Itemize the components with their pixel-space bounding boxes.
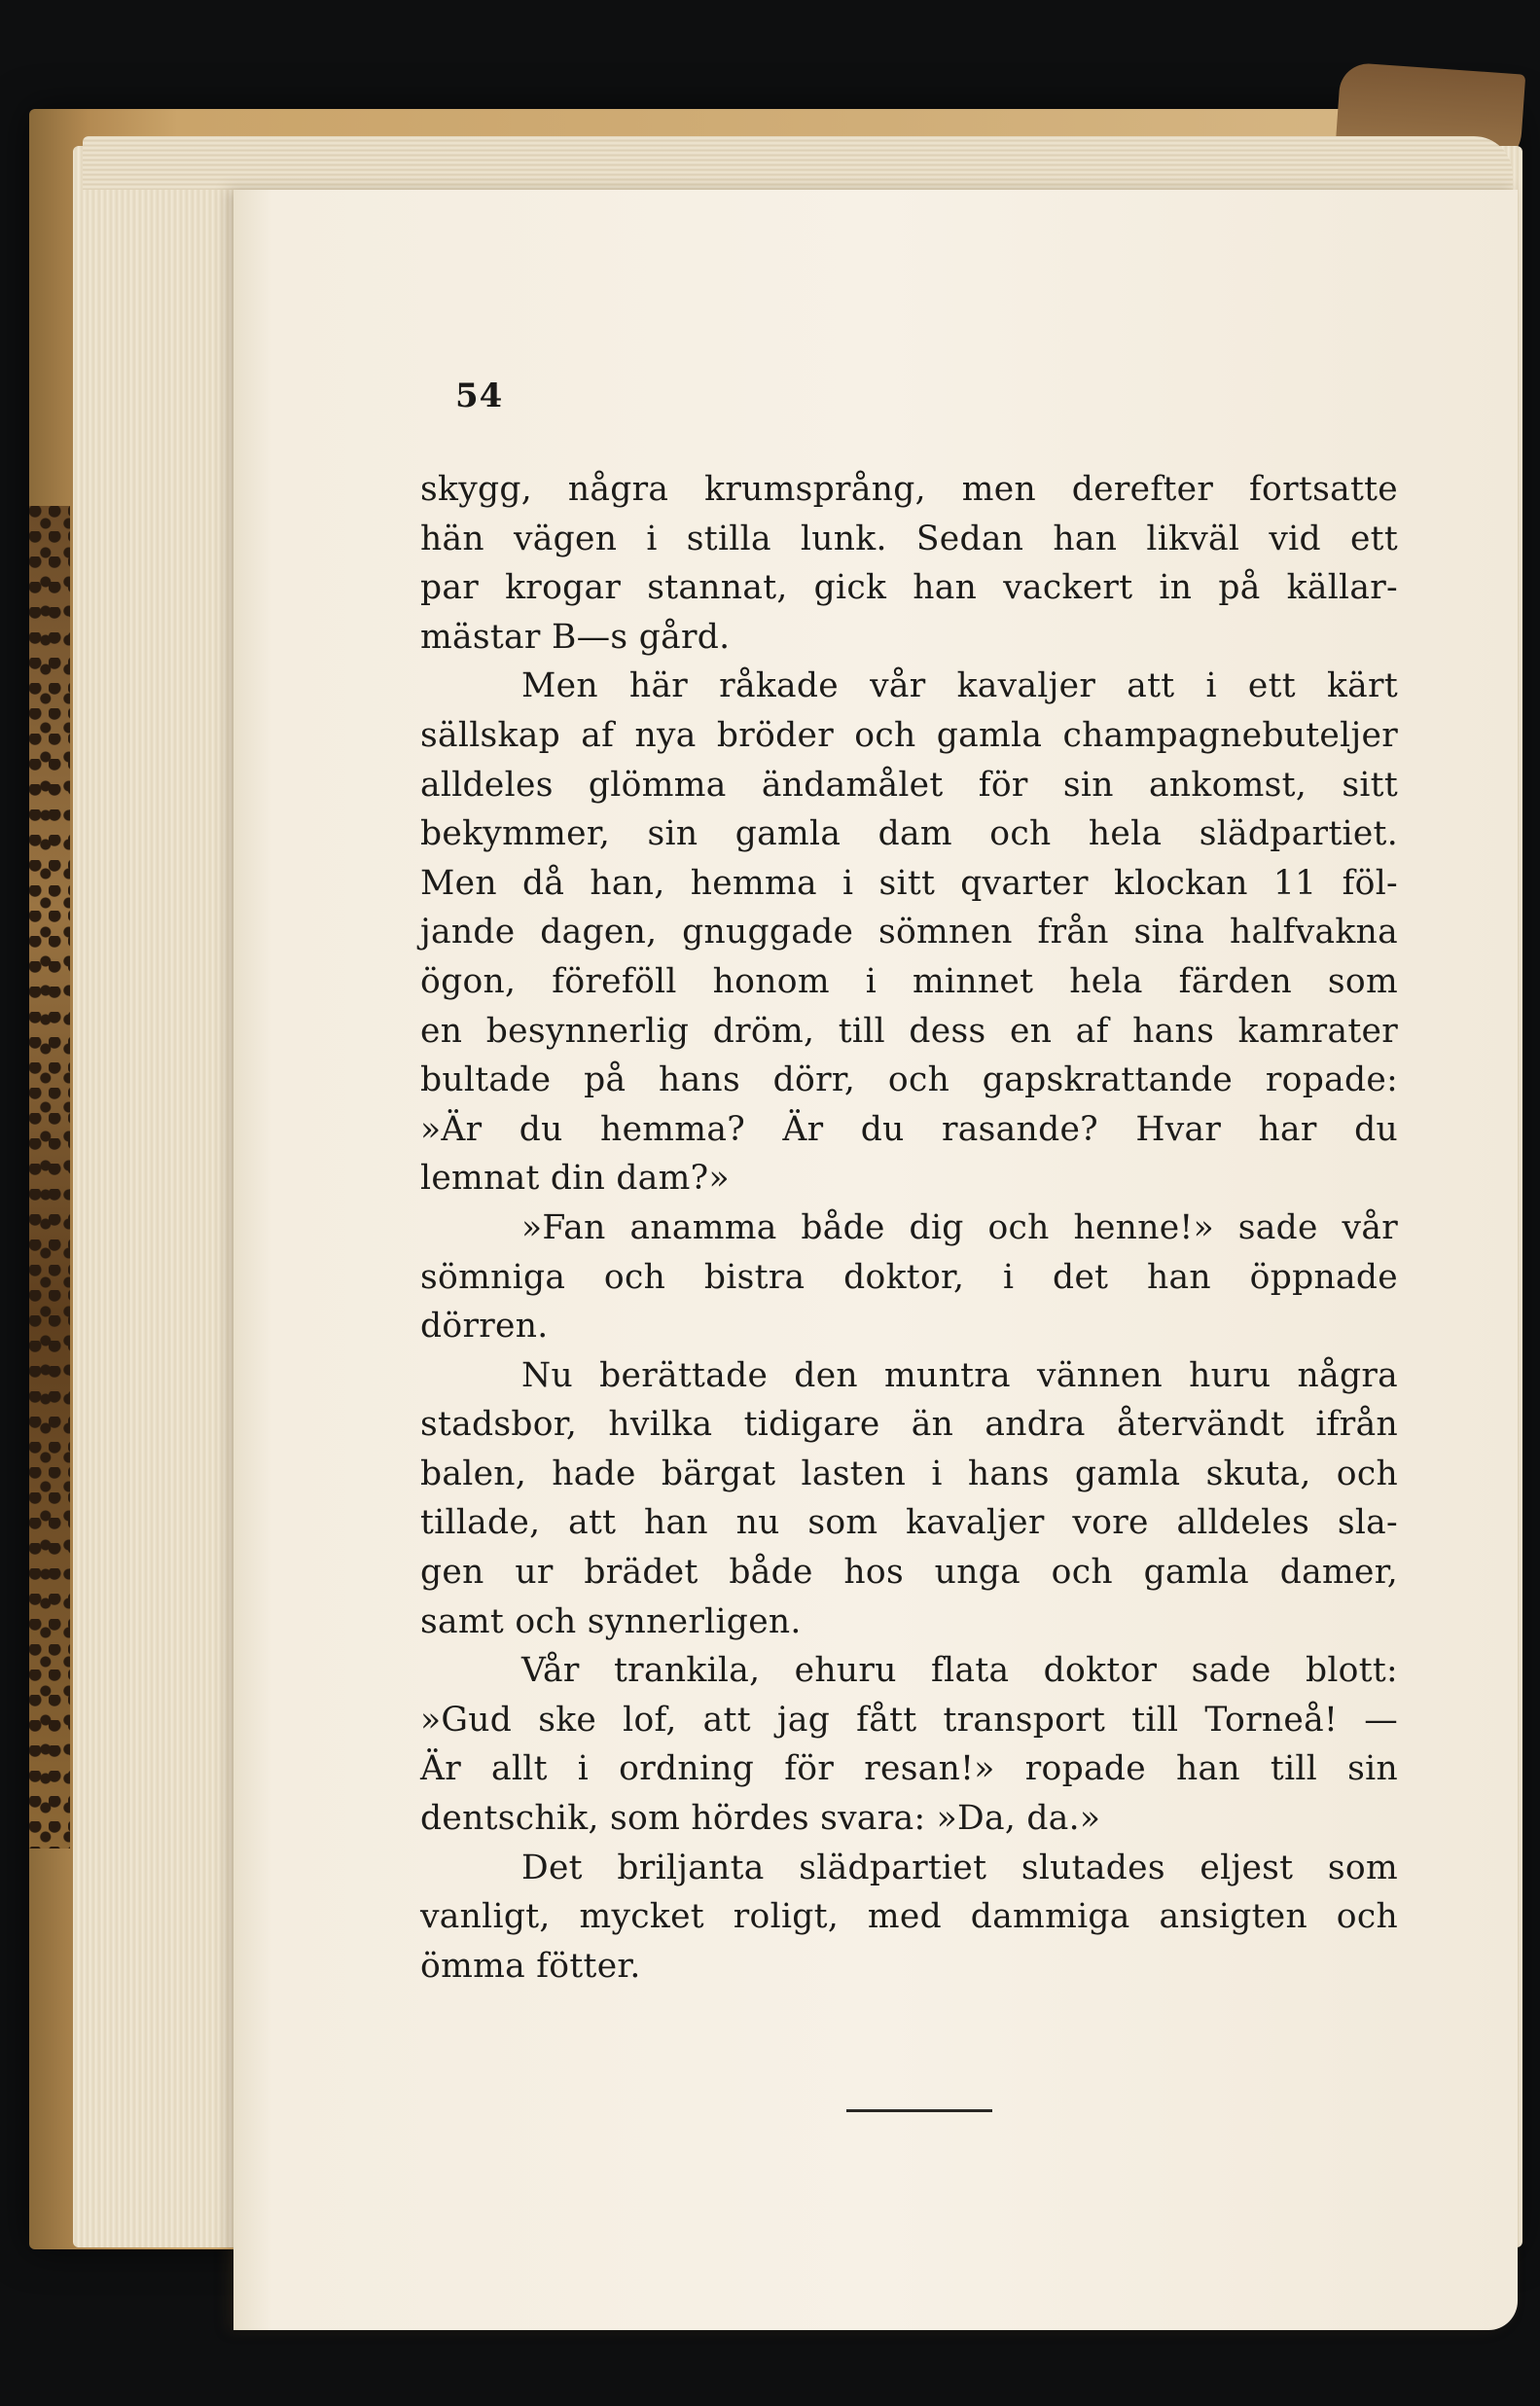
text-line: hän vägen i stilla lunk. Sedan han likväl vid ett — [420, 519, 1398, 558]
text-line: Det briljanta slädpartiet slutades eljest som — [521, 1848, 1398, 1887]
text-line: jande dagen, gnuggade sömnen från sina halfvakna — [420, 913, 1398, 952]
text-line: gen ur brädet både hos unga och gamla damer, — [420, 1553, 1398, 1593]
text-line: ömma fötter. — [420, 1946, 641, 1986]
section-rule — [846, 2109, 992, 2112]
body-text — [420, 465, 1398, 1991]
text-line: »Fan anamma både dig och henne!» sade vår — [521, 1207, 1398, 1247]
text-line: skygg, några krumsprång, men derefter fortsatte — [420, 470, 1398, 509]
text-line: stadsbor, hvilka tidigare än andra återvändt ifrån — [420, 1405, 1398, 1445]
text-line: sällskap af nya bröder och gamla champagnebuteljer — [420, 715, 1398, 755]
text-line: »Gud ske lof, att jag fått transport till Torneå! — — [420, 1700, 1398, 1740]
page-top-edge — [83, 136, 1513, 190]
text-line: vanligt, mycket roligt, med dammiga ansigten och — [420, 1897, 1398, 1937]
text-line: »Är du hemma? Är du rasande? Hvar har du — [420, 1109, 1398, 1149]
text-line: par krogar stannat, gick han vackert in på källar- — [420, 568, 1398, 608]
text-line: Är allt i ordning för resan!» ropade han till sin — [420, 1749, 1398, 1789]
text-line: bekymmer, sin gamla dam och hela slädpartiet. — [420, 814, 1398, 854]
text-line: lemnat din dam?» — [420, 1159, 730, 1199]
text-line: mästar B—s gård. — [420, 617, 731, 657]
marbled-edge — [29, 506, 70, 1849]
text-line: tillade, att han nu som kavaljer vore alldeles sla- — [420, 1503, 1398, 1543]
text-line: bultade på hans dörr, och gapskrattande ropade: — [420, 1060, 1398, 1100]
page-number: 54 — [455, 377, 504, 415]
text-line: alldeles glömma ändamålet för sin ankomst, sitt — [420, 765, 1398, 805]
text-line: Men här råkade vår kavaljer att i ett kärt — [521, 666, 1398, 706]
text-line: Nu berättade den muntra vännen huru några — [521, 1355, 1398, 1395]
text-line: sömniga och bistra doktor, i det han öppnade — [420, 1257, 1398, 1297]
text-line: en besynnerlig dröm, till dess en af hans kamrater — [420, 1011, 1398, 1051]
text-line: dentschik, som hördes svara: »Da, da.» — [420, 1799, 1101, 1839]
text-line: Men då han, hemma i sitt qvarter klockan 11 föl- — [420, 863, 1398, 903]
text-line: dörren. — [420, 1307, 549, 1347]
text-line: ögon, föreföll honom i minnet hela färden som — [420, 961, 1398, 1001]
text-line: Vår trankila, ehuru flata doktor sade blott: — [521, 1651, 1398, 1691]
text-line: balen, hade bärgat lasten i hans gamla skuta, och — [420, 1454, 1398, 1493]
text-line: samt och synnerligen. — [420, 1601, 802, 1641]
